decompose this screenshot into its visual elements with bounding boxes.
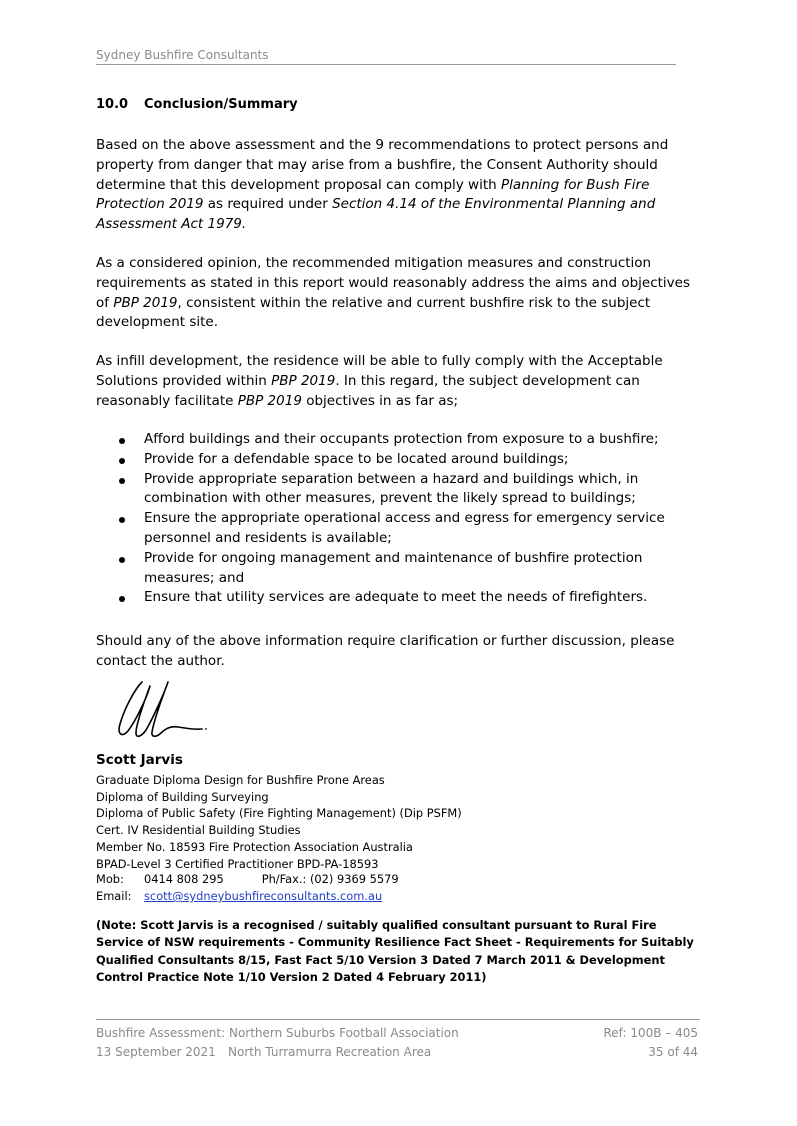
- qualification-item: Diploma of Public Safety (Fire Fighting Management) (Dip PSFM): [96, 806, 462, 821]
- bullet-icon: [119, 478, 125, 484]
- paragraph-text: objectives in as far as;: [301, 392, 459, 409]
- paragraph-text: . In this regard, the subject development can reasonably facilitate: [96, 372, 640, 409]
- bullet-icon: [119, 557, 125, 563]
- paragraph-italic: Section 4.14 of the Environmental Planning and Assessment Act 1979.: [96, 196, 656, 233]
- list-item: [96, 588, 706, 608]
- bullet-icon: [119, 596, 125, 602]
- section-title: Conclusion/Summary: [144, 97, 298, 112]
- running-header: Sydney Bushfire Consultants: [96, 48, 269, 62]
- paragraph-text: Based on the above assessment and the 9 recommendations to protect persons and property from danger that may arise from a bushfire, the Consent Authority should determine that this development proposal can comply with: [96, 137, 669, 193]
- list-item: [96, 470, 706, 510]
- signature-image: [112, 676, 212, 744]
- phone-row: [96, 872, 399, 886]
- list-item: [96, 430, 706, 450]
- email-link[interactable]: scott@sydneybushfireconsultants.com.au: [144, 889, 383, 903]
- footer-divider: [96, 1019, 700, 1020]
- objectives-list: [96, 430, 706, 608]
- list-item-text: Ensure the appropriate operational access and egress for emergency service personnel and residents is available;: [144, 510, 665, 546]
- mobile-number: 0414 808 295: [144, 872, 224, 886]
- footer-location: North Turramurra Recreation Area: [228, 1045, 432, 1059]
- bullet-icon: [119, 458, 125, 464]
- header-divider: [96, 64, 676, 65]
- qualification-item: BPAD-Level 3 Certified Practitioner BPD-PA-18593: [96, 856, 379, 871]
- list-item: [96, 509, 706, 549]
- paragraph-contact: Should any of the above information require clarification or further discussion, please contact the author.: [96, 633, 675, 669]
- list-item: [96, 549, 706, 589]
- paragraph-italic: PBP 2019: [113, 294, 178, 311]
- bullet-icon: [119, 438, 125, 444]
- section-heading: [96, 97, 298, 112]
- email-label: Email:: [96, 889, 132, 903]
- list-item-text: Ensure that utility services are adequate to meet the needs of firefighters.: [144, 589, 648, 606]
- paragraph-infill: [96, 352, 696, 411]
- mobile-label: Mob:: [96, 872, 124, 886]
- paragraph-assessment: [96, 136, 696, 235]
- phfax-label: Ph/Fax.:: [261, 872, 307, 886]
- paragraph-text: As a considered opinion, the recommended mitigation measures and construction requirements as stated in this report would reasonably address the aims and objectives of: [96, 255, 690, 311]
- qualification-item: Cert. IV Residential Building Studies: [96, 823, 301, 838]
- page-number: 35 of 44: [648, 1045, 698, 1059]
- footer-reference: Ref: 100B – 405: [603, 1026, 698, 1040]
- footer-title: Bushfire Assessment: Northern Suburbs Football Association: [96, 1026, 459, 1040]
- list-item-text: Provide appropriate separation between a hazard and buildings which, in combination with other measures, prevent the likely spread to buildings;: [144, 470, 639, 507]
- paragraph-text: , consistent within the relative and current bushfire risk to the subject development site.: [96, 294, 651, 331]
- email-row: [96, 889, 382, 903]
- footer-date: 13 September 2021: [96, 1045, 216, 1059]
- section-number: 10.0: [96, 97, 129, 112]
- paragraph-italic: PBP 2019: [237, 392, 302, 409]
- qualifications-list: [96, 772, 462, 872]
- qualification-note: (Note: Scott Jarvis is a recognised / suitably qualified consultant pursuant to Rural Fire Service of NSW requirements - Community Resilience Fact Sheet - Requirements for Suitably Qualified Consultants 8/15, Fast Fact 5/10 Version 3 Dated 7 March 2011 & Development Control Practice Note 1/10 Version 2 Dated 4 February 2011): [96, 918, 694, 985]
- list-item-text: Afford buildings and their occupants protection from exposure to a bushfire;: [144, 431, 659, 447]
- paragraph-opinion: [96, 254, 696, 333]
- bullet-icon: [119, 517, 125, 523]
- qualification-item: Graduate Diploma Design for Bushfire Prone Areas: [96, 773, 385, 787]
- author-name: Scott Jarvis: [96, 752, 183, 768]
- qualification-item: Member No. 18593 Fire Protection Association Australia: [96, 839, 413, 854]
- phfax-number: (02) 9369 5579: [309, 872, 399, 886]
- qualification-item: Diploma of Building Surveying: [96, 789, 269, 804]
- list-item: [96, 450, 706, 470]
- paragraph-italic: Planning for Bush Fire Protection 2019: [96, 176, 650, 213]
- list-item-text: Provide for a defendable space to be located around buildings;: [144, 450, 569, 467]
- list-item-text: Provide for ongoing management and maintenance of bushfire protection measures; and: [144, 549, 643, 586]
- paragraph-text: as required under: [203, 196, 333, 213]
- paragraph-text: As infill development, the residence will be able to fully comply with the Acceptable Solutions provided within: [96, 353, 663, 389]
- paragraph-italic: PBP 2019: [271, 372, 336, 389]
